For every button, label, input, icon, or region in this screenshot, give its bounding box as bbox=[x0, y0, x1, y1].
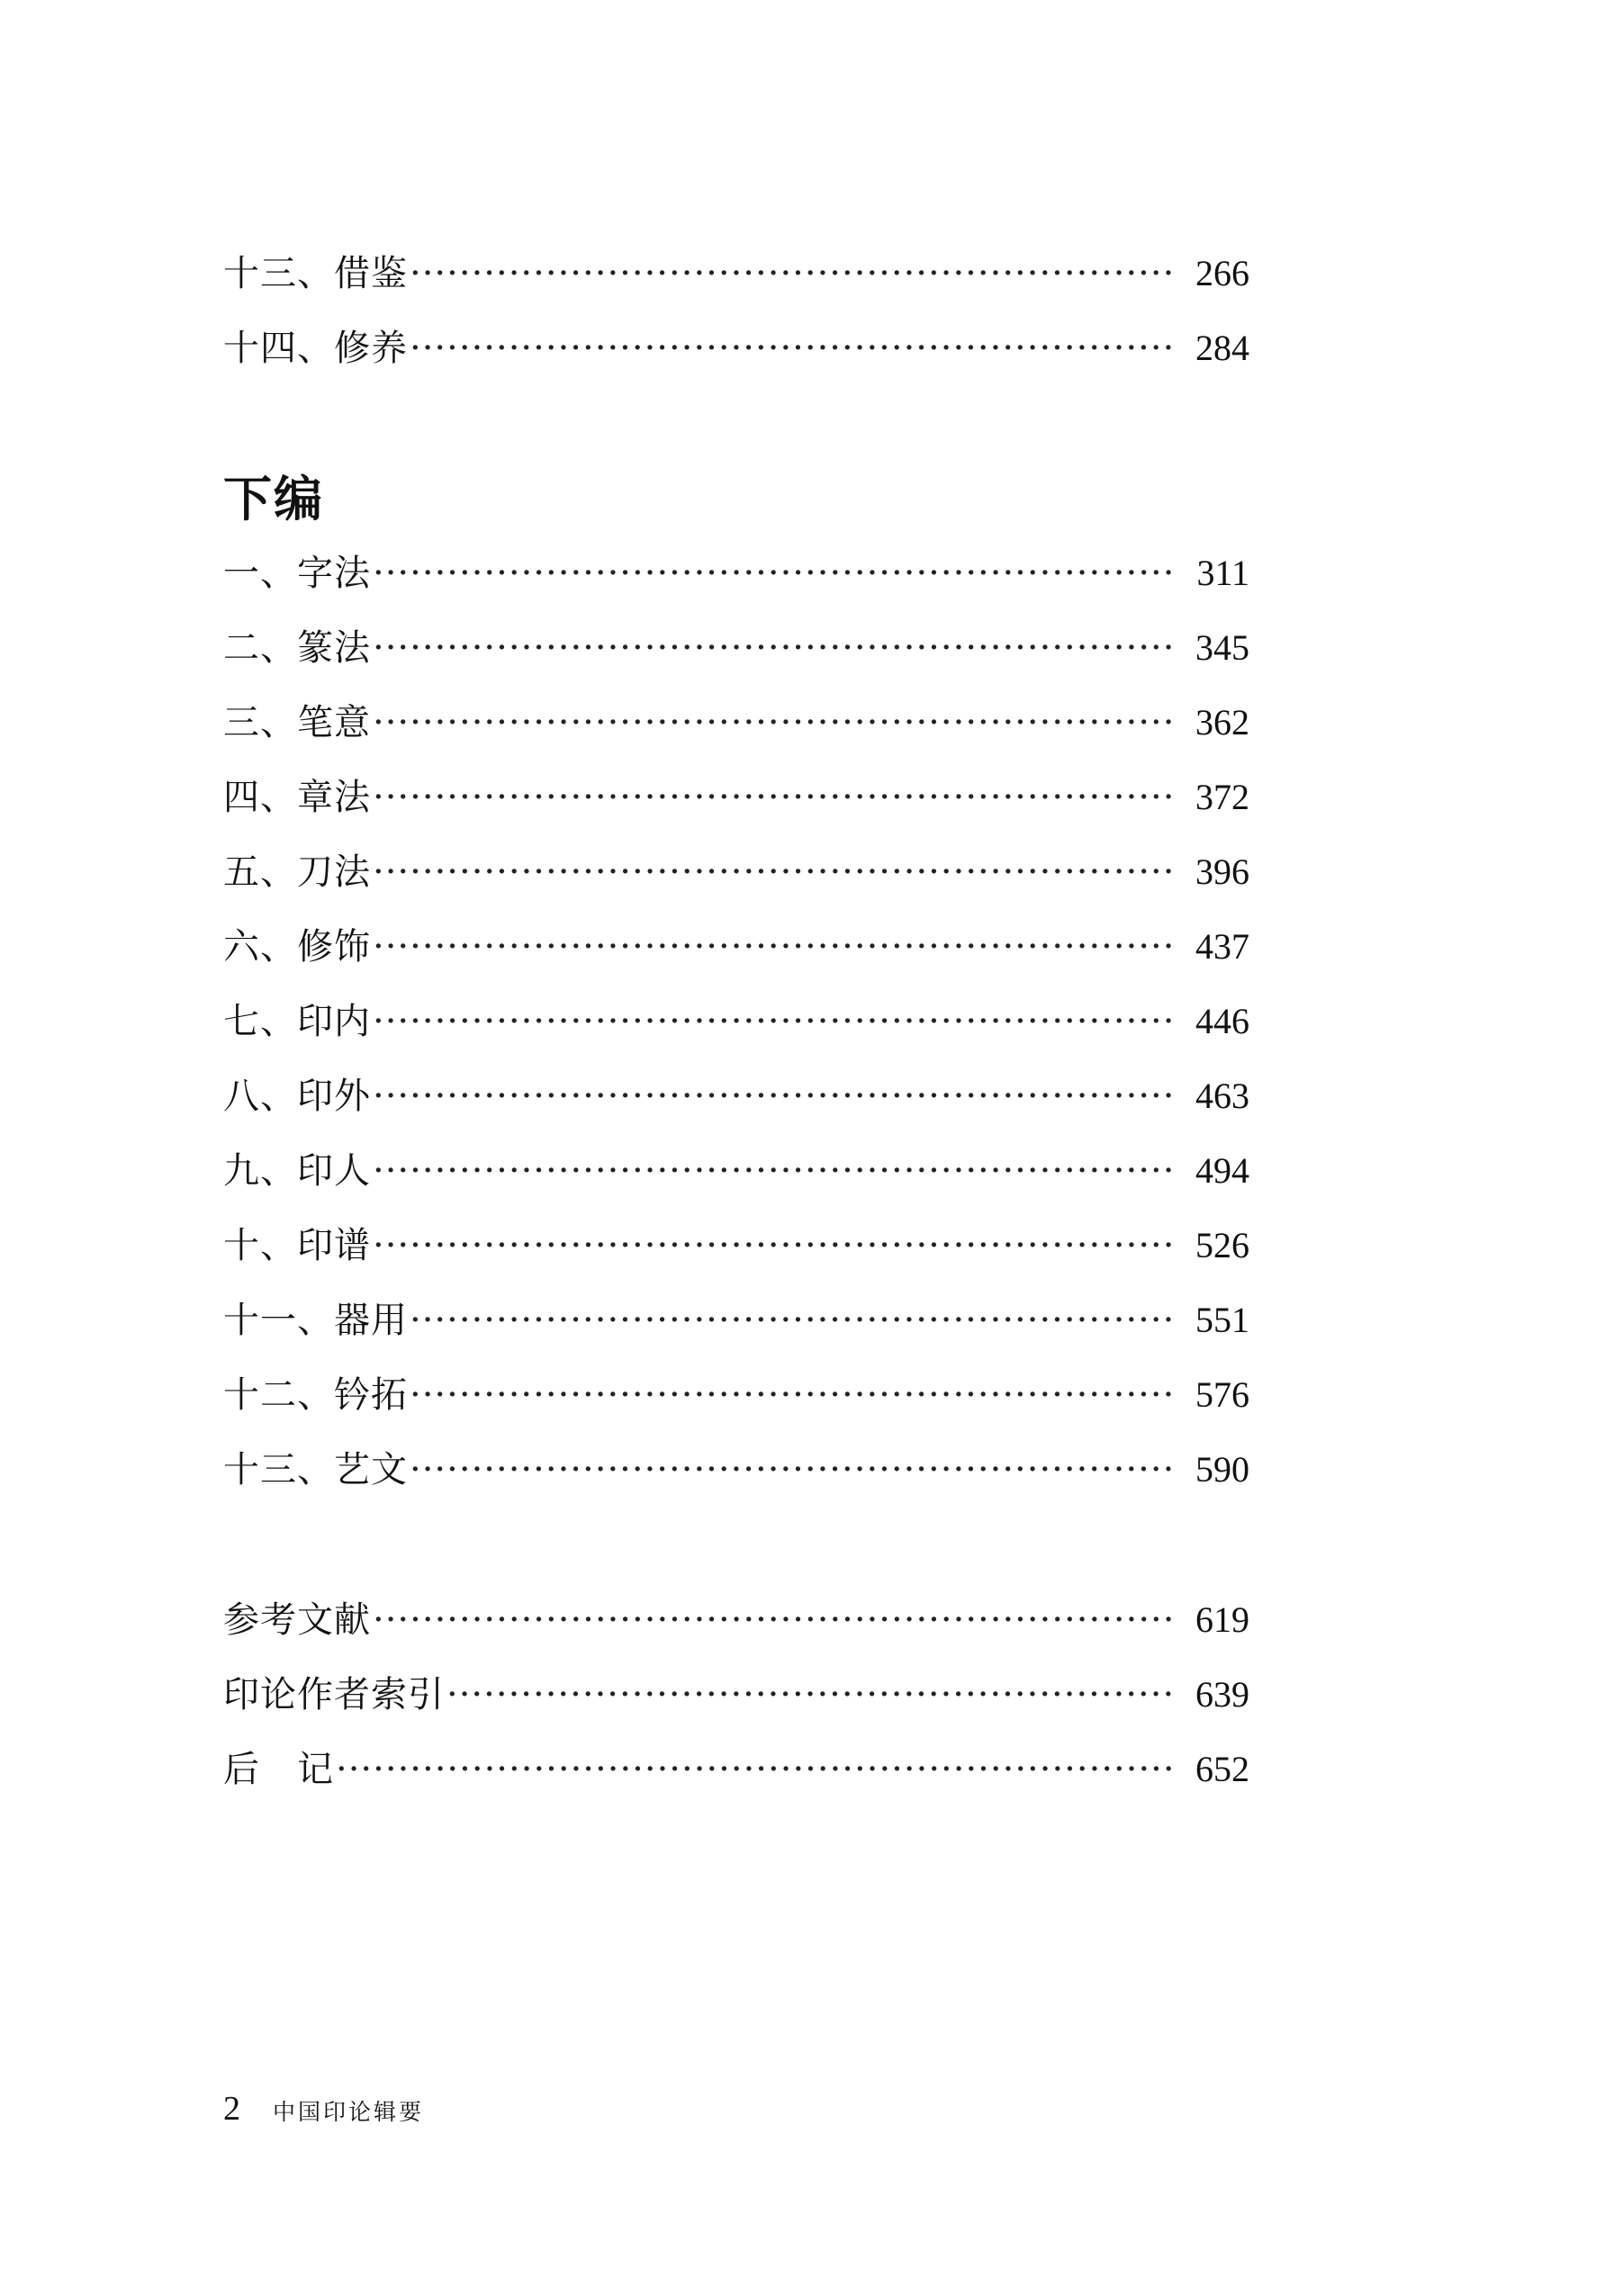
toc-entry-page: 639 bbox=[1195, 1674, 1249, 1715]
footer-book-title: 中国印论辑要 bbox=[273, 2099, 425, 2125]
toc-entry[interactable] bbox=[223, 1432, 1249, 1507]
dot-leader bbox=[410, 237, 1174, 311]
toc-entry-page: 494 bbox=[1195, 1150, 1249, 1191]
toc-entry-title: 十四、修养 bbox=[223, 328, 408, 369]
toc-entry-page: 576 bbox=[1195, 1374, 1249, 1415]
dot-leader bbox=[373, 910, 1174, 985]
toc-entry[interactable] bbox=[223, 1357, 1249, 1432]
toc-entry-title: 九、印人 bbox=[223, 1150, 371, 1192]
toc-entry-page: 463 bbox=[1195, 1076, 1249, 1116]
dot-leader bbox=[373, 835, 1174, 910]
toc-entry[interactable] bbox=[223, 685, 1249, 760]
toc-entry-title: 八、印外 bbox=[223, 1076, 371, 1117]
toc-entry-title: 二、篆法 bbox=[223, 627, 371, 669]
footer-page-number: 2 bbox=[223, 2090, 240, 2128]
toc-entry-title: 一、字法 bbox=[223, 553, 371, 594]
toc-entry[interactable] bbox=[223, 536, 1249, 610]
dot-leader bbox=[410, 1358, 1174, 1433]
toc-entry-page: 437 bbox=[1195, 926, 1249, 967]
toc-entry-title: 六、修饰 bbox=[223, 926, 371, 968]
dot-leader bbox=[373, 611, 1174, 686]
toc-lower-section bbox=[223, 536, 1249, 1507]
toc-entry[interactable] bbox=[223, 834, 1249, 909]
toc-upper-tail bbox=[223, 236, 1249, 385]
toc-appendix bbox=[223, 1582, 1249, 1806]
toc-entry-page: 266 bbox=[1195, 253, 1249, 293]
toc-entry-page: 345 bbox=[1195, 627, 1249, 668]
toc-entry-page: 396 bbox=[1195, 851, 1249, 892]
section-heading: 下编 bbox=[223, 471, 324, 527]
toc-entry-title: 十三、艺文 bbox=[223, 1449, 408, 1490]
toc-entry-title: 十一、器用 bbox=[223, 1300, 408, 1341]
toc-entry-page: 526 bbox=[1195, 1225, 1249, 1265]
toc-entry[interactable] bbox=[223, 760, 1249, 834]
toc-entry[interactable] bbox=[223, 236, 1249, 311]
dot-leader bbox=[373, 1209, 1174, 1283]
toc-entry-title: 后 记 bbox=[223, 1749, 334, 1790]
toc-entry[interactable] bbox=[223, 1283, 1249, 1357]
toc-entry-title: 三、笔意 bbox=[223, 702, 371, 743]
toc-entry-title: 十二、钤拓 bbox=[223, 1374, 408, 1416]
toc-entry-title: 四、章法 bbox=[223, 777, 371, 818]
dot-leader bbox=[373, 761, 1174, 835]
toc-entry-title: 印论作者索引 bbox=[223, 1674, 445, 1715]
toc-entry-title: 参考文献 bbox=[223, 1599, 371, 1641]
toc-entry[interactable] bbox=[223, 1058, 1249, 1133]
toc-entry[interactable] bbox=[223, 1582, 1249, 1657]
toc-entry-title: 十三、借鉴 bbox=[223, 253, 408, 294]
toc-entry[interactable] bbox=[223, 311, 1249, 385]
toc-entry-page: 551 bbox=[1195, 1300, 1249, 1340]
page-footer bbox=[223, 2086, 424, 2135]
dot-leader bbox=[410, 311, 1174, 386]
dot-leader bbox=[336, 1733, 1174, 1807]
dot-leader bbox=[373, 686, 1174, 761]
dot-leader bbox=[373, 536, 1174, 611]
toc-entry-page: 446 bbox=[1195, 1001, 1249, 1041]
toc-entry[interactable] bbox=[223, 1208, 1249, 1283]
toc-entry-title: 五、刀法 bbox=[223, 851, 371, 893]
dot-leader bbox=[373, 1134, 1174, 1209]
toc-entry[interactable] bbox=[223, 1133, 1249, 1208]
toc-entry-page: 372 bbox=[1195, 777, 1249, 817]
toc-entry-page: 590 bbox=[1195, 1449, 1249, 1490]
dot-leader bbox=[410, 1433, 1174, 1508]
toc-entry-page: 311 bbox=[1196, 553, 1249, 593]
toc-entry[interactable] bbox=[223, 610, 1249, 685]
dot-leader bbox=[410, 1283, 1174, 1358]
toc-entry[interactable] bbox=[223, 1657, 1249, 1732]
toc-entry-page: 619 bbox=[1195, 1599, 1249, 1640]
dot-leader bbox=[446, 1658, 1174, 1733]
toc-entry-title: 十、印谱 bbox=[223, 1225, 371, 1266]
toc-entry-page: 284 bbox=[1195, 328, 1249, 368]
toc-entry[interactable] bbox=[223, 1732, 1249, 1806]
dot-leader bbox=[373, 985, 1174, 1059]
dot-leader bbox=[373, 1059, 1174, 1134]
toc-entry[interactable] bbox=[223, 984, 1249, 1058]
toc-entry[interactable] bbox=[223, 909, 1249, 984]
toc-entry-page: 362 bbox=[1195, 702, 1249, 743]
toc-entry-page: 652 bbox=[1195, 1749, 1249, 1789]
dot-leader bbox=[373, 1583, 1174, 1658]
toc-entry-title: 七、印内 bbox=[223, 1001, 371, 1042]
